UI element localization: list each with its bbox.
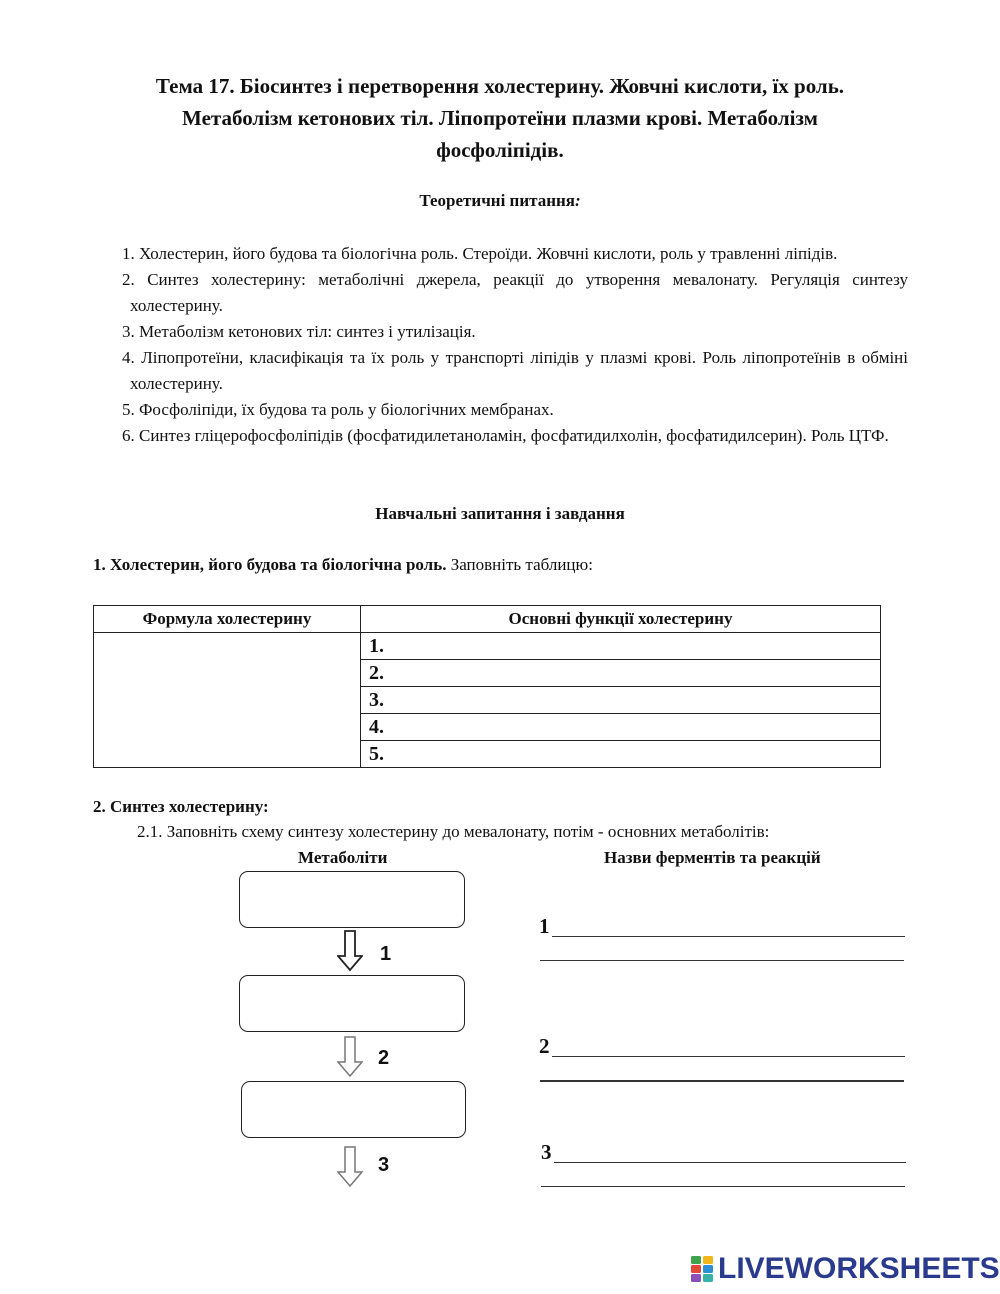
answer-line-3a[interactable] xyxy=(554,1162,906,1163)
theory-question: 1. Холестерин, його будова та біологічна роль. Стероїди. Жовчні кислоти, роль у травленні ліпідів. xyxy=(122,244,838,263)
theory-heading-text: Теоретичні питання xyxy=(419,191,575,210)
section-1-title: 1. Холестерин, його будова та біологічна роль. xyxy=(93,555,447,574)
page-title xyxy=(100,70,900,166)
answer-line-3b[interactable] xyxy=(541,1186,905,1187)
cholesterol-table xyxy=(93,605,881,768)
theory-question-list xyxy=(122,241,908,449)
section-2-1-instruction: 2.1. Заповніть схему синтезу холестерину до мевалонату, потім - основних метаболітів: xyxy=(137,822,770,841)
answer-number-2: 2 xyxy=(539,1034,550,1058)
theory-question: 6. Синтез гліцерофосфоліпідів (фосфатидилетаноламін, фосфатидилхолін, фосфатидилсерин). Роль ЦТФ. xyxy=(122,426,889,445)
function-row-2[interactable]: 2. xyxy=(361,660,881,687)
table-header-formula: Формула холестерину xyxy=(94,606,361,633)
title-line-2: Метаболізм кетонових тіл. Ліпопротеїни плазми крові. Метаболізм xyxy=(182,106,818,130)
liveworksheets-logo-icon xyxy=(690,1255,714,1283)
section-1-heading xyxy=(93,555,593,575)
function-row-5[interactable]: 5. xyxy=(361,741,881,768)
answer-line-1a[interactable] xyxy=(552,936,905,937)
enzymes-column-header: Назви ферментів та реакцій xyxy=(604,848,821,867)
theory-question: 5. Фосфоліпіди, їх будова та роль у біологічних мембранах. xyxy=(122,400,554,419)
answer-line-2b[interactable] xyxy=(540,1080,904,1082)
function-row-1[interactable]: 1. xyxy=(361,633,881,660)
step-number-3: 3 xyxy=(378,1154,390,1176)
answer-line-2a[interactable] xyxy=(552,1056,905,1057)
liveworksheets-logo-text: LIVEWORKSHEETS xyxy=(718,1252,1000,1285)
answer-number-1: 1 xyxy=(539,914,550,938)
tasks-heading: Навчальні запитання і завдання xyxy=(375,504,625,523)
metabolite-box-2[interactable] xyxy=(239,975,465,1032)
theory-question: 4. Ліпопротеїни, класифікація та їх роль у транспорті ліпідів у плазмі крові. Роль ліпопротеїнів в обміні холестерину. xyxy=(122,348,908,393)
theory-heading xyxy=(100,191,900,211)
title-line-3: фосфоліпідів. xyxy=(436,138,564,162)
down-arrow-icon xyxy=(337,1036,363,1078)
table-header-functions: Основні функції холестерину xyxy=(361,606,881,633)
metabolite-box-3[interactable] xyxy=(241,1081,466,1138)
theory-question: 3. Метаболізм кетонових тіл: синтез і утилізація. xyxy=(122,322,476,341)
function-row-4[interactable]: 4. xyxy=(361,714,881,741)
step-number-2: 2 xyxy=(378,1047,390,1069)
function-row-3[interactable]: 3. xyxy=(361,687,881,714)
formula-cell[interactable] xyxy=(94,633,361,768)
theory-heading-colon: : xyxy=(575,191,581,210)
section-1-instruction: Заповніть таблицю: xyxy=(446,555,593,574)
title-line-1: Тема 17. Біосинтез і перетворення холестерину. Жовчні кислоти, їх роль. xyxy=(155,74,845,98)
theory-question: 2. Синтез холестерину: метаболічні джерела, реакції до утворення мевалонату. Регуляція синтезу холестерину. xyxy=(122,270,908,315)
liveworksheets-logo xyxy=(690,1252,1000,1286)
down-arrow-icon xyxy=(337,930,363,972)
section-2-heading: 2. Синтез холестерину: xyxy=(93,797,269,816)
answer-number-3: 3 xyxy=(541,1140,552,1164)
metabolite-box-1[interactable] xyxy=(239,871,465,928)
metabolites-column-header: Метаболіти xyxy=(298,848,388,867)
step-number-1: 1 xyxy=(380,943,392,965)
answer-line-1b[interactable] xyxy=(540,960,904,961)
down-arrow-icon xyxy=(337,1146,363,1188)
